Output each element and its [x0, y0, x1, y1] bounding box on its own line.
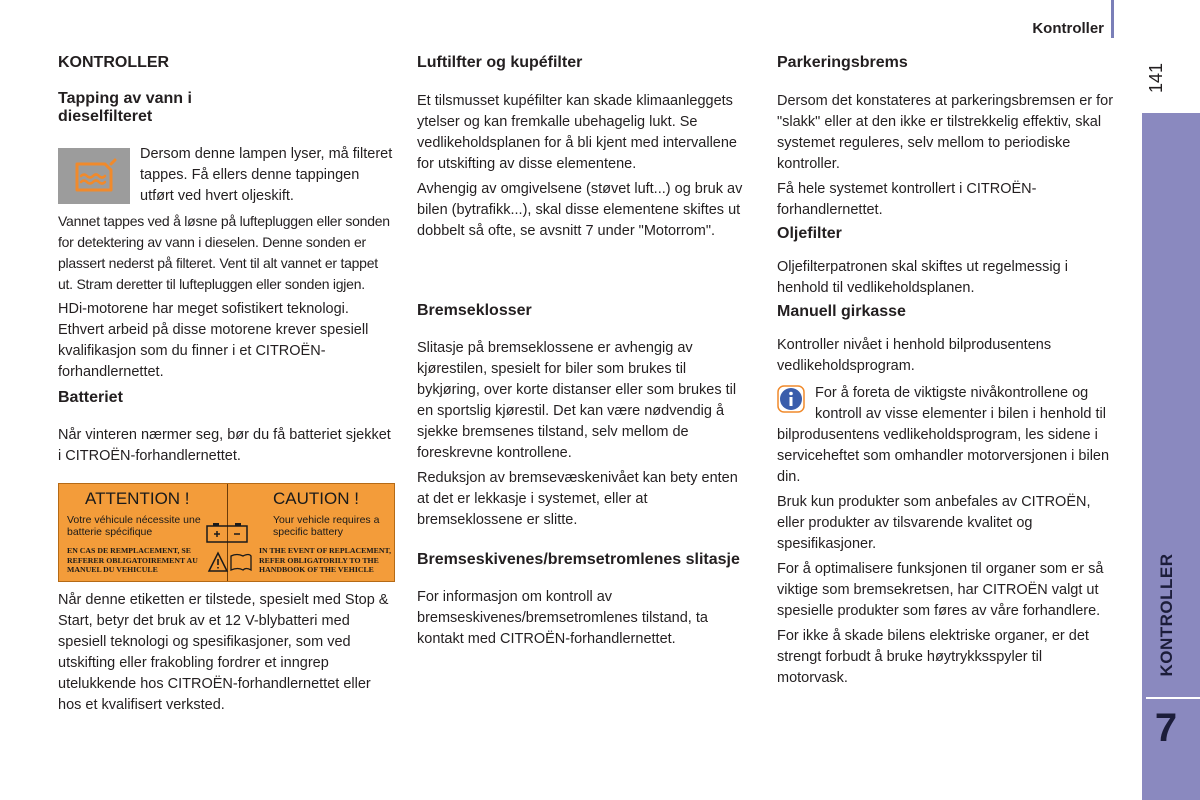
battery-warning-label — [58, 483, 395, 582]
sticker-french-text: Votre véhicule nécessite une batterie spécifique — [67, 514, 201, 538]
parking-brake-paragraph-2: Få hele systemet kontrollert i CITROËN-forhandlernettet. — [777, 181, 1037, 218]
manual-gearbox-paragraph-1: Kontroller nivået i henhold bilprodusentens vedlikeholdsprogram. — [777, 337, 1052, 374]
column-left — [58, 54, 393, 720]
running-header-title: Kontroller — [1032, 20, 1104, 37]
info-paragraph-3: For å optimalisere funksjonen til organer som er så viktige som bremsekretsen, har CITROËN valgt ut spesielle produkter som føres av våre forhandlere. — [777, 561, 1104, 619]
sticker-english-text: Your vehicle requires a specific battery — [273, 514, 380, 538]
oil-filter-paragraph-1: Oljefilterpatronen skal skiftes ut regelmessig i henhold til vedlikeholdsplanen. — [777, 259, 1068, 296]
sticker-french-caps: EN CAS DE REMPLACEMENT, SE REFERER OBLIGATOIREMENT AU MANUEL DU VEHICULE — [67, 546, 198, 574]
cabin-filter-paragraph-1: Et tilsmusset kupéfilter kan skade klimaanleggets ytelser og kan fremkalle ubehagelig lukt. Se vedlikeholdsplanen for å bli kjent med intervallene for utskifting av disse elementene. — [417, 93, 737, 172]
sticker-english-caps: IN THE EVENT OF REPLACEMENT, REFER OBLIGATORILY TO THE HANDBOOK OF THE VEHICLE — [259, 546, 392, 574]
battery-heading: Batteriet — [58, 389, 123, 406]
brake-pads-heading: Bremseklosser — [417, 302, 532, 319]
water-drain-paragraph-2: Vannet tappes ved å løsne på luftepluggen eller sonden for detektering av vann i dieselen. Denne sonden er plassert nederst på filteret. Vent til alt vannet er tappet ut. Stram deretter til luftepluggen eller sonden igjen. — [58, 213, 390, 292]
water-in-diesel-filter-warning-icon — [58, 148, 130, 204]
brake-pads-paragraph-2: Reduksjon av bremsevæskenivået kan bety enten at det er lekkasje i systemet, eller at bremseklossene er slitte. — [417, 470, 738, 528]
manual-gearbox-heading: Manuell girkasse — [777, 303, 906, 320]
brake-discs-paragraph-1: For informasjon om kontroll av bremseskivenes/bremsetromlenes tilstand, ta kontakt med CITROËN-forhandlernettet. — [417, 589, 708, 647]
info-note — [777, 383, 1117, 488]
parking-brake-paragraph-1: Dersom det konstateres at parkeringsbremsen er for "slakk" eller at den ikke er tilstrekkelig effektiv, skal systemet reguleres, selv mellom to periodiske kontroller. — [777, 93, 1114, 172]
water-drain-paragraph-3: HDi-motorene har meget sofistikert teknologi. Ethvert arbeid på disse motorene krever spesiell kvalifikasjon som du finner i et CITROËN-forhandlernettet. — [58, 301, 369, 380]
info-paragraph-4: For ikke å skade bilens elektriske organer, er det strengt forbudt å bruke høytrykksspyler til motorvask. — [777, 628, 1089, 686]
battery-paragraph-2: Når denne etiketten er tilstede, spesielt med Stop & Start, betyr det bruk av et 12 V-blybatteri med spesiell teknologi og spesifikasjoner, som ved utskifting eller frakobling fordrer et inngrep utelukkende hos CITROËN-forhandlernettet eller hos et kvalifisert verksted. — [58, 592, 389, 713]
info-icon — [777, 385, 805, 413]
battery-icon — [205, 522, 249, 544]
cabin-filter-heading: Luftilfter og kupéfilter — [417, 54, 583, 71]
brake-pads-paragraph-1: Slitasje på bremseklossene er avhengig av kjørestilen, spesielt for biler som brukes til bykjøring, over korte distanser eller som brukes til en sportslig kjørestil. Det kan være nødvendig å sjekke bremsenes tilstand, selv mellom de foreskrevne kontrollene. — [417, 340, 737, 461]
info-paragraph-2: Bruk kun produkter som anbefales av CITROËN, eller produkter av tilsvarende kvalitet og spesifikasjoner. — [777, 494, 1091, 552]
chapter-number: 7 — [1154, 706, 1178, 750]
page-number: 141 — [1146, 62, 1166, 94]
column-right — [777, 54, 1117, 693]
water-drain-paragraph-1: Dersom denne lampen lyser, må filteret tappes. Få ellers denne tappingen utført ved hvert oljeskift. — [140, 146, 393, 204]
warning-manual-icon — [205, 548, 253, 574]
parking-brake-heading: Parkeringsbrems — [777, 54, 908, 71]
oil-filter-heading: Oljefilter — [777, 225, 842, 242]
sticker-caution: CAUTION ! — [273, 489, 359, 508]
cabin-filter-paragraph-2: Avhengig av omgivelsene (støvet luft...) og bruk av bilen (bytrafikk...), skal disse elementene skiftes ut dobbelt så ofte, se avsnitt 7 under "Motorrom". — [417, 181, 743, 239]
section-title: KONTROLLER — [58, 54, 170, 71]
water-drain-heading: Tapping av vann i dieselfilteret — [58, 90, 192, 125]
battery-paragraph-1: Når vinteren nærmer seg, bør du få batteriet sjekket i CITROËN-forhandlernettet. — [58, 427, 391, 464]
chapter-side-label: KONTROLLER — [1157, 553, 1176, 677]
header-rule — [1111, 0, 1114, 38]
brake-discs-heading: Bremseskivenes/bremsetromlenes slitasje — [417, 551, 740, 568]
column-middle — [417, 54, 747, 654]
info-paragraph-1: For å foreta de viktigste nivåkontrollene og kontroll av visse elementer i bilen i henhold til bilprodusentens vedlikeholdsprogram, les sidene i serviceheftet som omhandler motorversjonen i bilen din. — [777, 385, 1110, 485]
side-label-rule — [1146, 697, 1200, 699]
sticker-attention: ATTENTION ! — [85, 489, 190, 508]
